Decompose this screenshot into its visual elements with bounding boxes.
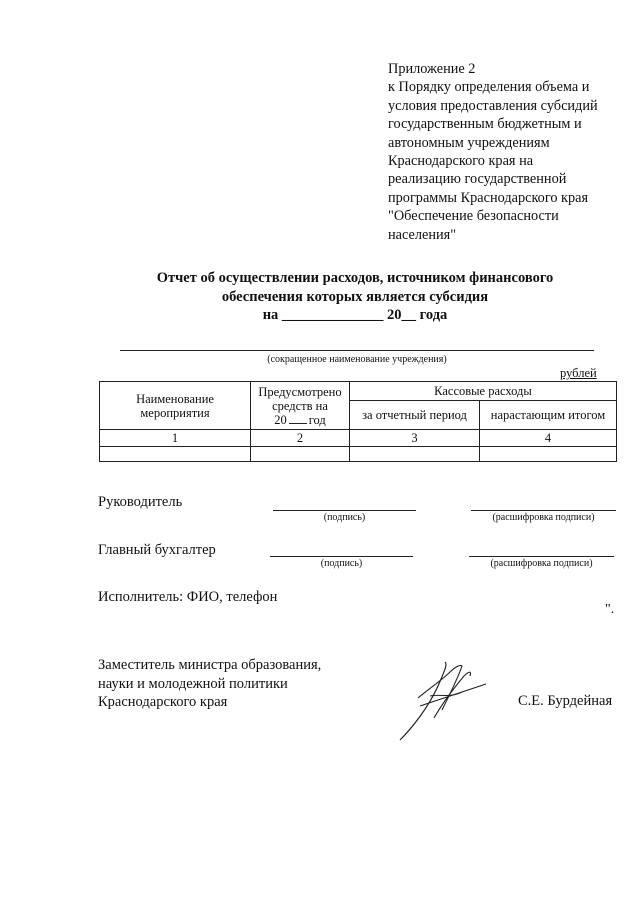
head-signature-caption: (подпись) [323, 512, 366, 523]
accountant-signature-line [270, 556, 413, 557]
deputy-title-line: Краснодарского края [98, 694, 228, 710]
handwritten-signature [390, 658, 500, 748]
report-title-line: обеспечения которых является субсидия [221, 288, 489, 305]
empty-cell [100, 447, 251, 462]
deputy-title-line: Заместитель министра образования, [98, 657, 322, 673]
performer-label: Исполнитель: ФИО, телефон [98, 589, 278, 605]
deputy-name: С.Е. Бурдейная [518, 693, 613, 709]
appendix-line: Приложение 2 [388, 61, 476, 77]
table-number-row [100, 430, 617, 447]
column-number: 2 [251, 430, 350, 447]
header-planned-funds [251, 382, 350, 430]
report-title [100, 269, 610, 325]
header-cumulative-total: нарастающим итогом [480, 401, 617, 430]
appendix-line: Краснодарского края на [388, 153, 534, 170]
closing-quote: ". [605, 602, 615, 617]
accountant-decoding-caption: (расшифровка подписи) [490, 558, 593, 569]
header-reporting-period: за отчетный период [350, 401, 480, 430]
appendix-line: населения" [388, 226, 457, 243]
chief-accountant-label: Главный бухгалтер [98, 542, 216, 558]
empty-cell [480, 447, 617, 462]
accountant-decoding-line [469, 556, 614, 557]
header-year-prefix: 20 [274, 412, 287, 427]
appendix-line: "Обеспечение безопасности [388, 208, 559, 225]
appendix-line: государственным бюджетным и [388, 116, 582, 133]
appendix-line: к Порядку определения объема и [388, 79, 590, 96]
head-decoding-caption: (расшифровка подписи) [492, 512, 595, 523]
report-title-line: Отчет об осуществлении расходов, источником финансового [156, 270, 554, 286]
header-planned-year [251, 413, 349, 427]
accountant-signature-caption: (подпись) [320, 558, 363, 569]
table-row [100, 447, 617, 462]
deputy-minister-block [98, 656, 321, 712]
appendix-line: автономным учреждениям [388, 134, 550, 151]
appendix-header [388, 60, 628, 244]
head-label: Руководитель [98, 494, 183, 510]
header-year-suffix: год [308, 412, 326, 427]
appendix-line: программы Краснодарского края [388, 189, 589, 206]
header-cash-expenses: Кассовые расходы [350, 382, 617, 401]
unit-label: рублей [560, 366, 597, 380]
column-number: 1 [100, 430, 251, 447]
organization-caption: (сокращенное наименование учреждения) [267, 354, 447, 365]
header-planned-funds-text: Предусмотрено средств на [258, 384, 342, 413]
head-signature-line [273, 510, 416, 511]
empty-cell [251, 447, 350, 462]
empty-cell [350, 447, 480, 462]
year-blank-line [289, 413, 307, 424]
table-header-row [100, 382, 617, 401]
report-table [99, 381, 617, 462]
report-period-line: на ______________ 20__ года [262, 307, 448, 323]
appendix-line: реализацию государственной [388, 171, 567, 188]
deputy-title-line: науки и молодежной политики [98, 675, 288, 692]
column-number: 3 [350, 430, 480, 447]
column-number: 4 [480, 430, 617, 447]
appendix-line: условия предоставления субсидий [388, 97, 598, 114]
head-decoding-line [471, 510, 616, 511]
header-event-name: Наименование мероприятия [100, 382, 251, 430]
organization-name-line [120, 350, 594, 351]
